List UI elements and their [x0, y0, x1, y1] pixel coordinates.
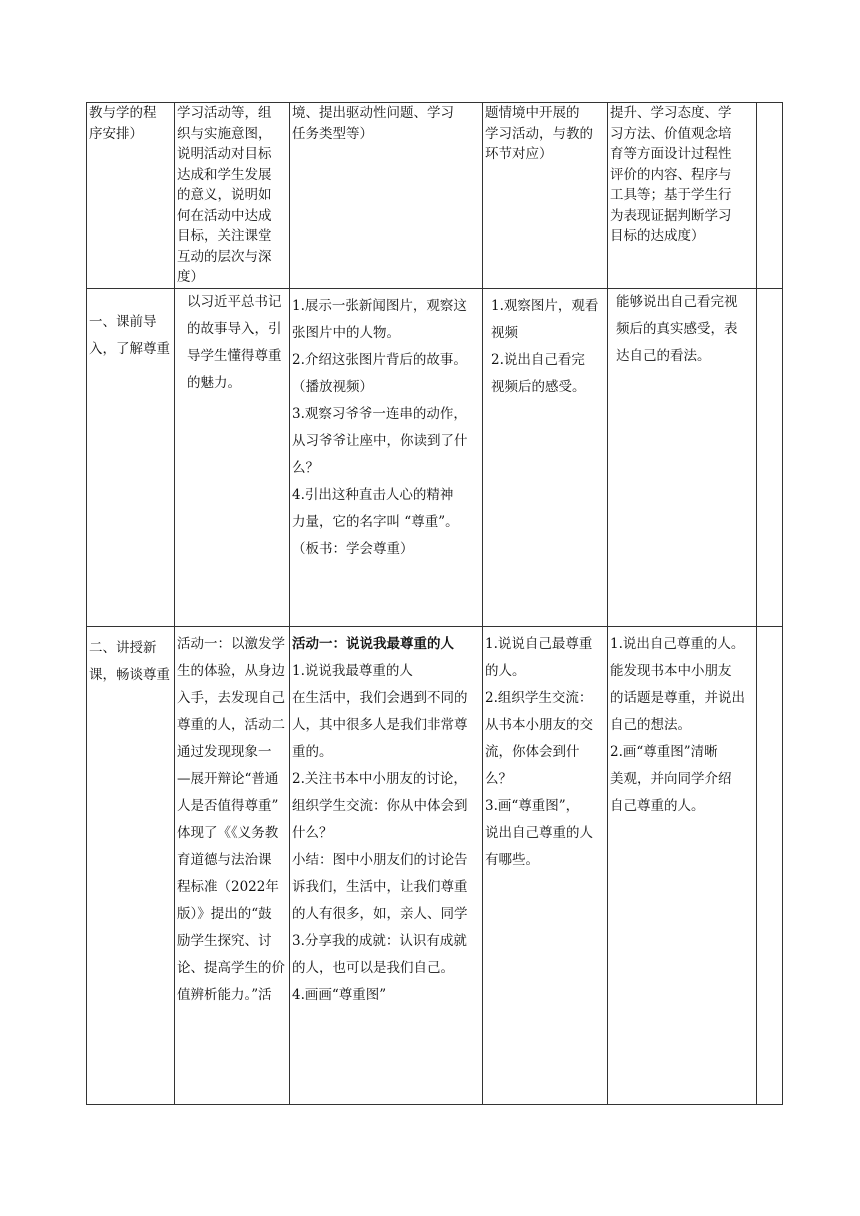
header-student-text: 题情境中开展的 学习活动，与教的 环节对应）	[485, 105, 593, 162]
header-cell-evaluation	[608, 103, 757, 289]
blank-cell	[757, 626, 783, 1104]
evaluation-cell	[608, 288, 757, 626]
evaluation-text: 能够说出自己看完视 频后的真实感受，表 达自己的看法。	[616, 293, 738, 364]
evaluation-text: 1.说出自己尊重的人。 能发现书本中小朋友 的话题是尊重，并说出 自己的想法。 2.画“尊重图”清晰 美观，并向同学介绍 自己尊重的人。	[610, 635, 745, 814]
intent-text: 以习近平总书记 的故事导入，引 导学生懂得尊重 的魅力。	[187, 293, 282, 391]
lesson-plan-table	[86, 102, 783, 1105]
teacher-activity-cell	[290, 288, 483, 626]
student-activity-cell	[483, 288, 608, 626]
header-cell-teacher	[290, 103, 483, 289]
activity-heading: 活动一：说说我最尊重的人	[292, 635, 454, 652]
table-row	[87, 288, 783, 626]
header-intent-text: 学习活动等，组 织与实施意图， 说明活动对目标 达成和学生发展 的意义，说明如 何在活动中达成 目标，关注课堂 互动的层次与深 度）	[177, 105, 272, 285]
student-activity-cell	[483, 626, 608, 1104]
header-cell-blank	[757, 103, 783, 289]
header-cell-student	[483, 103, 608, 289]
stage-cell	[87, 626, 175, 1104]
intent-cell	[175, 288, 290, 626]
blank-cell	[757, 288, 783, 626]
header-evaluation-text: 提升、学习态度、学 习方法、价值观念培 育等方面设计过程性 评价的内容、程序与 工具等；基于学生行 为表现证据判断学习 目标的达成度）	[610, 105, 732, 244]
table-row	[87, 626, 783, 1104]
header-teacher-text: 境、提出驱动性问题、学习 任务类型等）	[292, 105, 454, 142]
student-activity-text: 1.观察图片，观看 视频 2.说出自己看完 视频后的感受。	[491, 297, 599, 395]
header-cell-intent	[175, 103, 290, 289]
teacher-activity-text: 1.展示一张新闻图片，观察这 张图片中的人物。 2.介绍这张图片背后的故事。 （播放视频） 3.观察习爷爷一连串的动作， 从习爷爷让座中，你读到了什 么？ 4.引出这种直击人心的精神 力量，它的名字叫 “尊重”。 （板书：学会尊重）	[292, 297, 468, 557]
evaluation-cell	[608, 626, 757, 1104]
student-activity-text: 1.说说自己最尊重 的人。 2.组织学生交流： 从书本小朋友的交 流，你体会到什 么？ 3.画“尊重图”， 说出自己尊重的人 有哪些。	[485, 635, 593, 868]
stage-cell	[87, 288, 175, 626]
header-stage-text: 教与学的程 序安排）	[89, 105, 157, 142]
header-cell-stage	[87, 103, 175, 289]
teacher-activity-text: 1.说说我最尊重的人 在生活中，我们会遇到不同的 人，其中很多人是我们非常尊 重的。 2.关注书本中小朋友的讨论， 组织学生交流：你从中体会到 什么？ 小结：图中小朋友们的讨论告 诉我们，生活中，让我们尊重 的人有很多，如，亲人、同学 3.分享我的成就：认识有成就 的人，也可以是我们自己。 4.画画“尊重图”	[292, 662, 468, 1003]
intent-cell	[175, 626, 290, 1104]
header-row	[87, 103, 783, 289]
stage-label: 二、讲授新 课，畅谈尊重	[89, 639, 170, 683]
stage-label: 一、课前导 入，了解尊重	[89, 313, 170, 357]
intent-text: 活动一：以激发学 生的体验，从身边 入手，去发现自己 尊重的人，活动二 通过发现现象一 —展开辩论“普通 人是否值得尊重” 体现了《《义务教 育道德与法治课 程标准（2022年 版）》提出的“鼓 励学生探究、讨 论、提高学生的价 值辨析能力。”活	[177, 635, 285, 1003]
teacher-activity-cell	[290, 626, 483, 1104]
